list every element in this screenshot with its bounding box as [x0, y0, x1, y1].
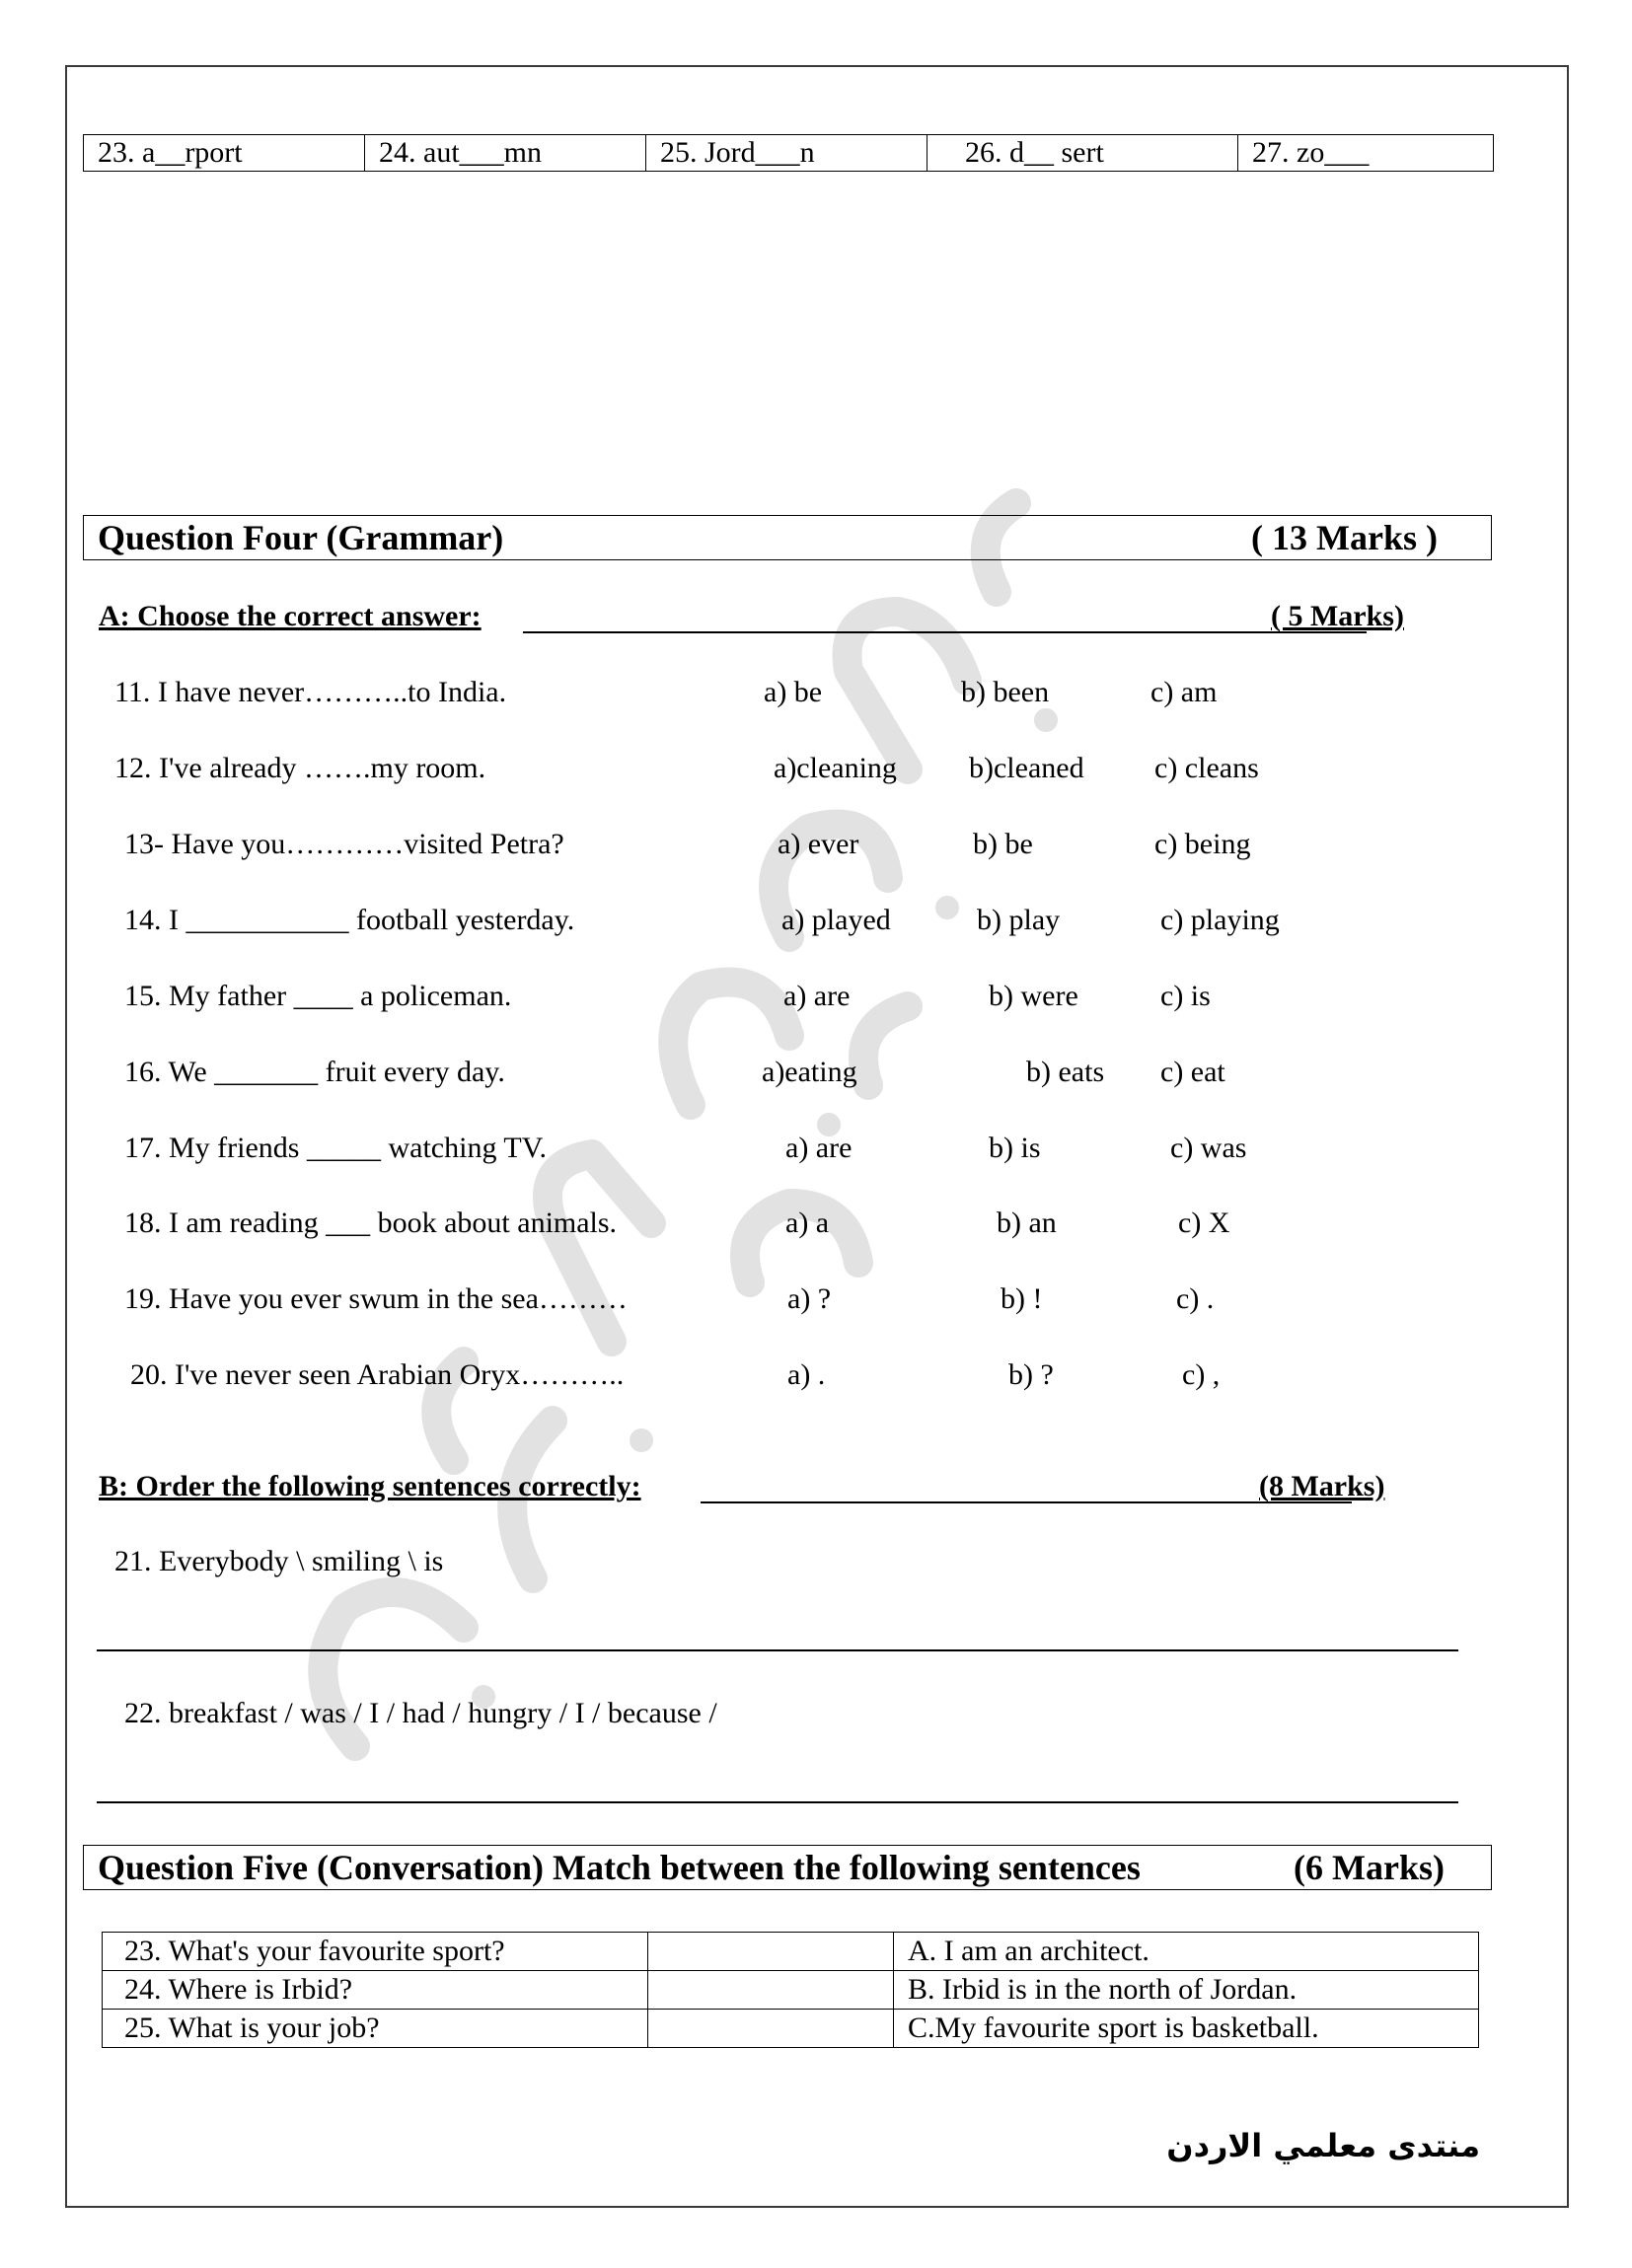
question-text: 12. I've already …….my room.: [114, 752, 486, 784]
table-row: [103, 1971, 1479, 2010]
question-text: 15. My father ____ a policeman.: [124, 980, 512, 1012]
part-a-heading: [99, 600, 1421, 637]
option-c[interactable]: c) X: [1178, 1207, 1230, 1239]
part-a-title: A: Choose the correct answer:: [99, 600, 482, 632]
match-option: C.My favourite sport is basketball.: [894, 2010, 1479, 2048]
match-option: A. I am an architect.: [894, 1933, 1479, 1971]
option-c[interactable]: c) was: [1170, 1132, 1247, 1164]
spelling-cell: 26. d__ sert: [927, 135, 1238, 172]
table-row: [103, 1933, 1479, 1971]
question-text: 14. I ___________ football yesterday.: [124, 904, 575, 936]
option-b[interactable]: b) eats: [1026, 1056, 1105, 1088]
option-a[interactable]: a)eating: [762, 1056, 857, 1088]
option-c[interactable]: c) playing: [1160, 904, 1280, 936]
match-question: 25. What is your job?: [103, 2010, 648, 2048]
spelling-table: [83, 134, 1494, 172]
part-b-title: B: Order the following sentences correctly:: [99, 1470, 641, 1502]
match-question: 23. What's your favourite sport?: [103, 1933, 648, 1971]
question-text: 19. Have you ever swum in the sea………: [124, 1282, 628, 1315]
option-a[interactable]: a)cleaning: [774, 752, 897, 784]
spelling-cell: 27. zo___: [1238, 135, 1494, 172]
answer-line[interactable]: [97, 1801, 1458, 1803]
part-b-heading: [99, 1470, 1401, 1507]
spelling-cell: 24. aut___mn: [365, 135, 646, 172]
footer-arabic: منتدى معلمي الاردن: [1166, 2127, 1480, 2164]
match-answer-cell[interactable]: [648, 2010, 894, 2048]
question-text: 16. We _______ fruit every day.: [124, 1056, 505, 1088]
option-c[interactable]: c) eat: [1160, 1056, 1225, 1088]
part-a-underline: [523, 631, 1367, 633]
question-text: 17. My friends _____ watching TV.: [124, 1132, 548, 1164]
part-b-marks: (8 Marks): [1259, 1470, 1385, 1502]
option-c[interactable]: c) cleans: [1154, 752, 1259, 784]
spelling-cell: 25. Jord___n: [646, 135, 927, 172]
question-four-marks: ( 13 Marks ): [1251, 518, 1438, 557]
question-text: 11. I have never………..to India.: [114, 676, 507, 708]
option-c[interactable]: c) is: [1160, 980, 1211, 1012]
match-option: B. Irbid is in the north of Jordan.: [894, 1971, 1479, 2010]
option-b[interactable]: b) be: [973, 828, 1033, 860]
answer-line[interactable]: [97, 1649, 1458, 1651]
table-row: [84, 135, 1494, 172]
part-b-underline: [701, 1501, 1352, 1503]
question-five-title: Question Five (Conversation) Match between the following sentences: [98, 1848, 1141, 1887]
option-a[interactable]: a) played: [781, 904, 891, 936]
option-c[interactable]: c) being: [1154, 828, 1251, 860]
match-answer-cell[interactable]: [648, 1933, 894, 1971]
question-text: 18. I am reading ___ book about animals.: [124, 1207, 618, 1239]
match-answer-cell[interactable]: [648, 1971, 894, 2010]
match-table: [102, 1932, 1479, 2048]
question-text: 13- Have you…………visited Petra?: [124, 828, 564, 860]
option-a[interactable]: a) .: [787, 1358, 826, 1391]
option-a[interactable]: a) ?: [787, 1282, 832, 1315]
match-question: 24. Where is Irbid?: [103, 1971, 648, 2010]
question-five-marks: (6 Marks): [1294, 1848, 1445, 1887]
option-b[interactable]: b) ?: [1008, 1358, 1054, 1391]
option-b[interactable]: b) an: [997, 1207, 1057, 1239]
option-a[interactable]: a) are: [785, 1132, 853, 1164]
part-a-marks: ( 5 Marks): [1271, 600, 1404, 632]
option-b[interactable]: b)cleaned: [969, 752, 1084, 784]
question-four-header: [83, 515, 1492, 560]
option-c[interactable]: c) ,: [1182, 1358, 1221, 1391]
question-four-title: Question Four (Grammar): [98, 518, 504, 557]
spelling-cell: 23. a__rport: [84, 135, 365, 172]
order-sentence: 22. breakfast / was / I / had / hungry / I / because /: [124, 1697, 717, 1729]
option-b[interactable]: b) is: [989, 1132, 1041, 1164]
order-sentence: 21. Everybody \ smiling \ is: [114, 1545, 444, 1577]
option-c[interactable]: c) .: [1176, 1282, 1215, 1315]
option-a[interactable]: a) be: [764, 676, 823, 708]
option-a[interactable]: a) ever: [778, 828, 859, 860]
option-a[interactable]: a) a: [785, 1207, 830, 1239]
option-b[interactable]: b) were: [989, 980, 1078, 1012]
option-b[interactable]: b) !: [1001, 1282, 1043, 1315]
option-b[interactable]: b) play: [977, 904, 1061, 936]
option-a[interactable]: a) are: [783, 980, 851, 1012]
table-row: [103, 2010, 1479, 2048]
question-text: 20. I've never seen Arabian Oryx………..: [130, 1358, 625, 1391]
option-b[interactable]: b) been: [961, 676, 1050, 708]
question-five-header: [83, 1845, 1492, 1890]
option-c[interactable]: c) am: [1150, 676, 1218, 708]
